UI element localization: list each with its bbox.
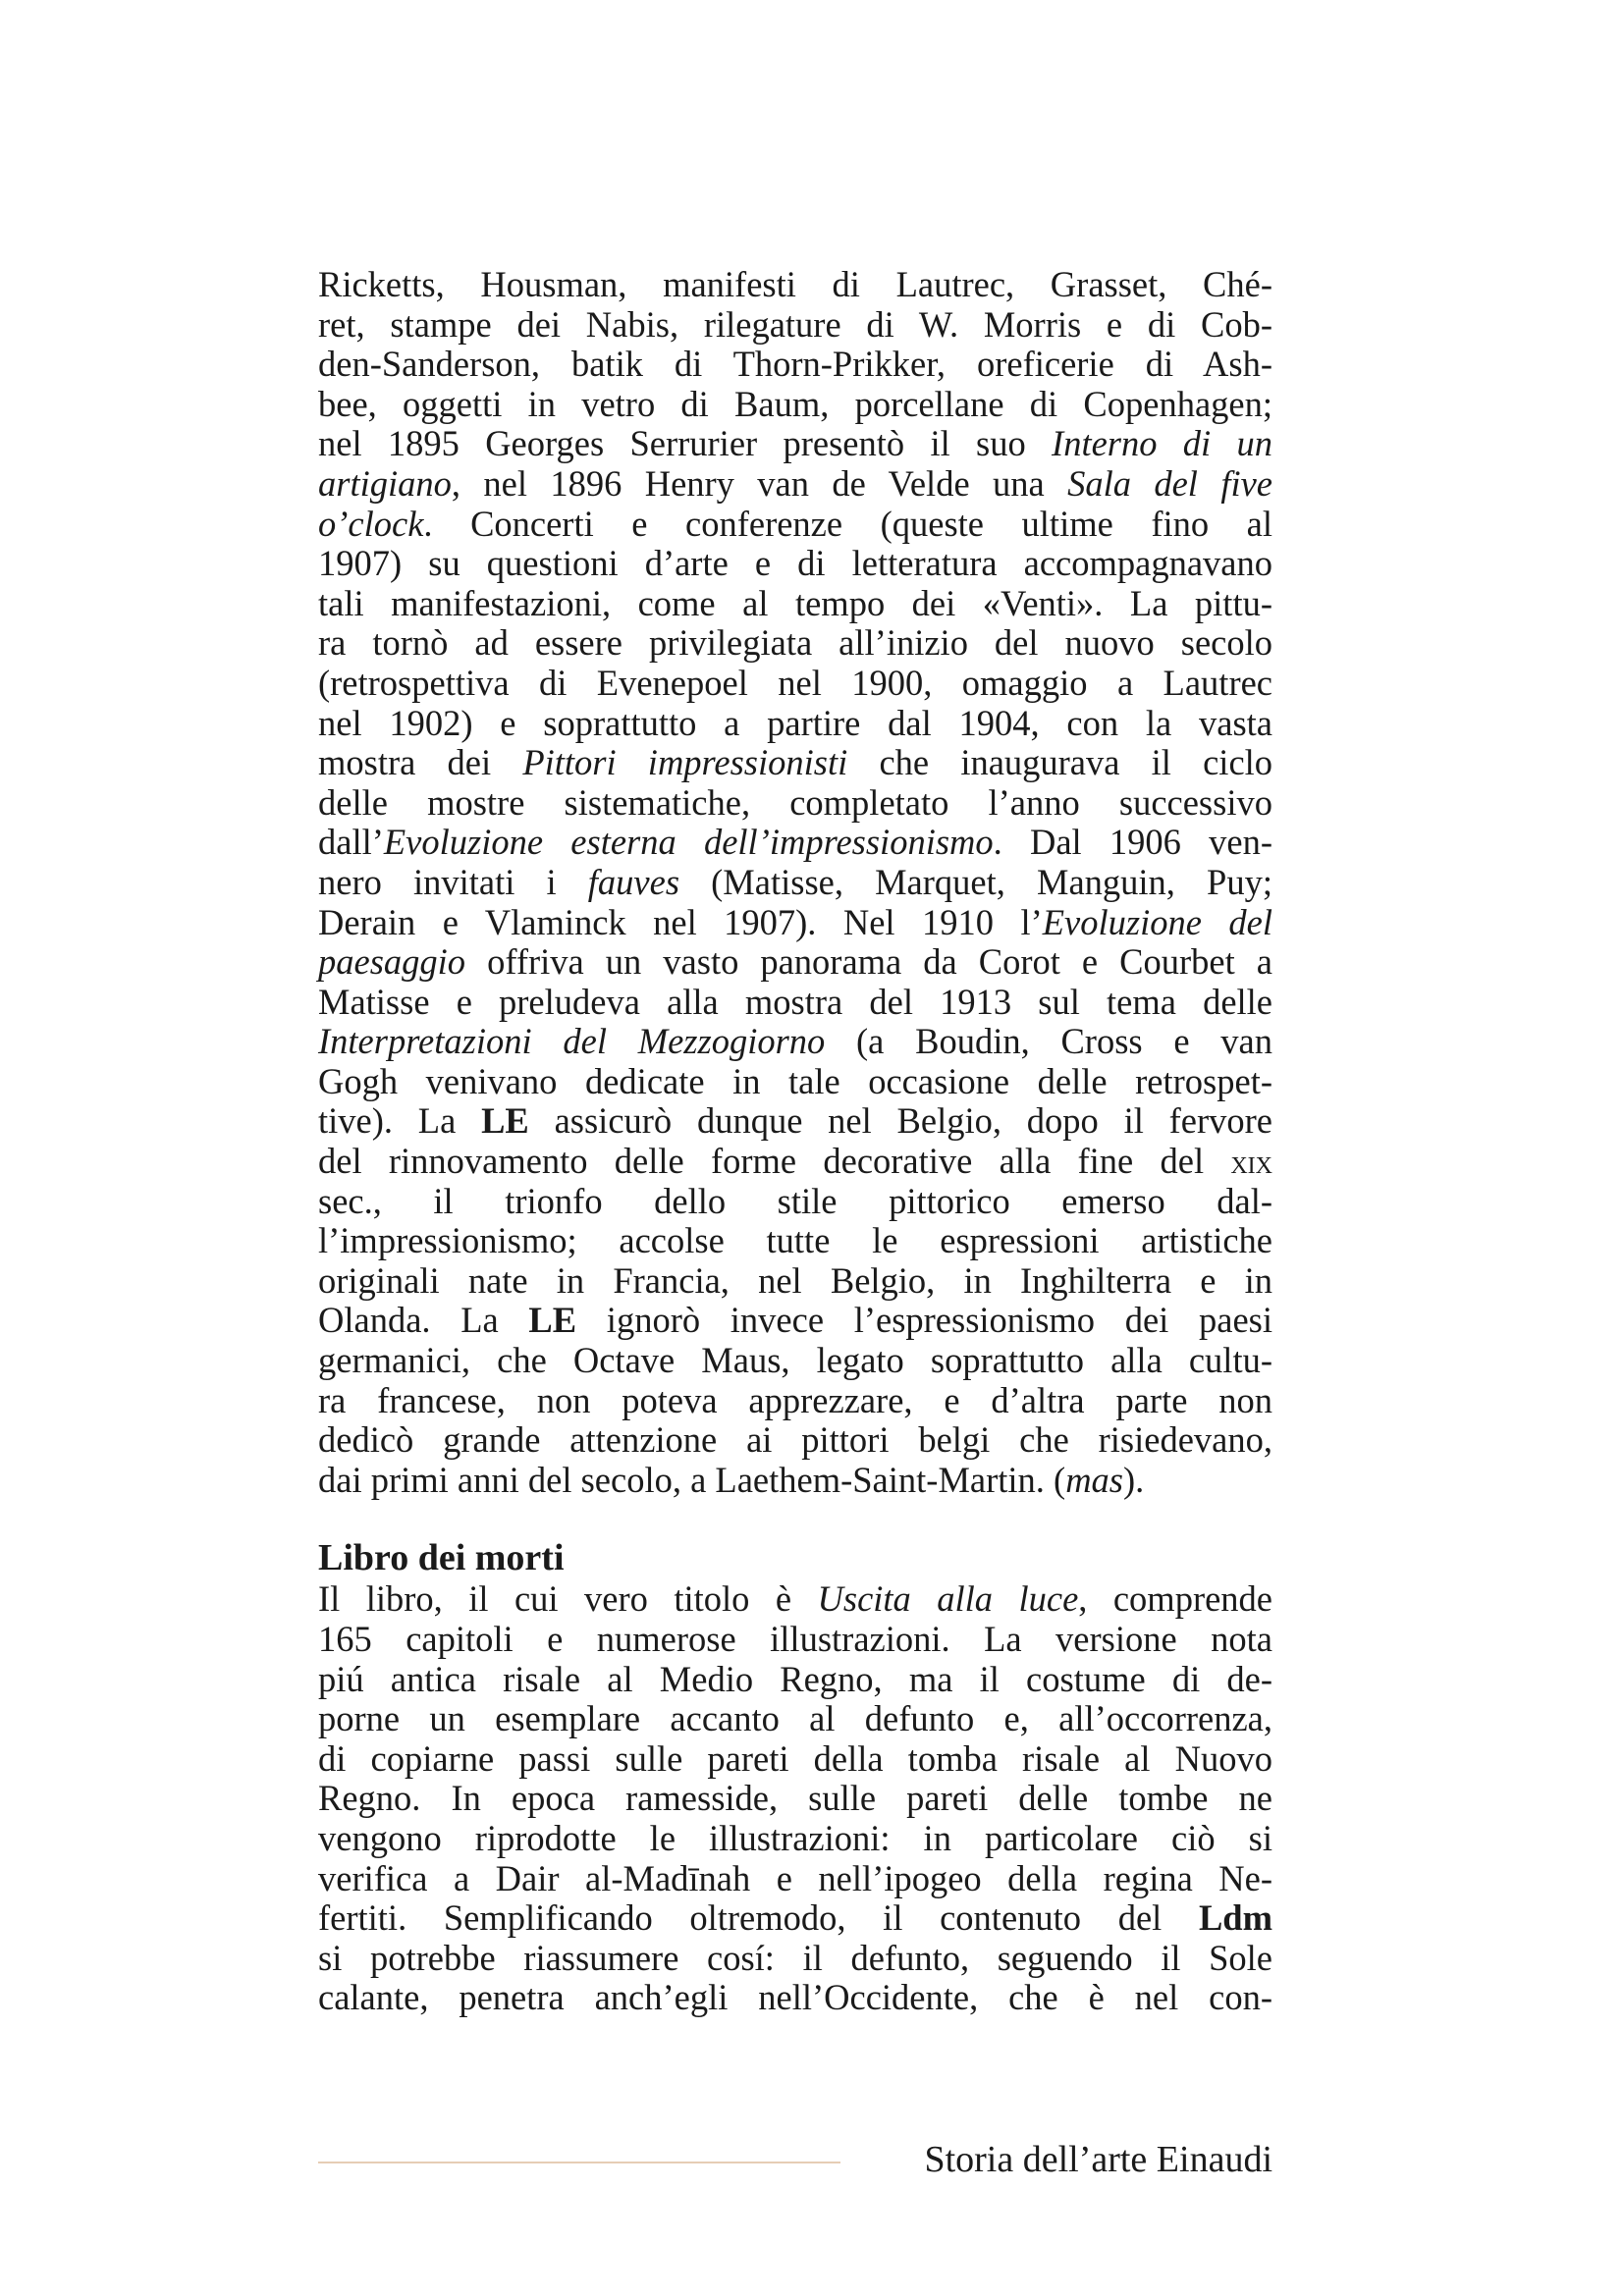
body-line: nel 1902) e soprattutto a partire dal 1904, con la vasta (318, 702, 1272, 743)
body-line: ra francese, non poteva apprezzare, e d’altra parte non (318, 1379, 1272, 1420)
italic-title: artigiano (318, 462, 452, 504)
body-line: tali manifestazioni, come al tempo dei «Venti». La pittu- (318, 582, 1272, 623)
text-column (318, 265, 1272, 2018)
entry-line: verifica a Dair al-Madīnah e nell’ipogeo della regina Ne- (318, 1857, 1272, 1898)
italic-title: paesaggio (318, 941, 466, 983)
body-line: Olanda. La LE ignorò invece l’espressionismo dei paesi (318, 1300, 1273, 1341)
body-line: tive). La LE assicurò dunque nel Belgio, dopo il fervore (318, 1100, 1272, 1142)
body-line: delle mostre sistematiche, completato l’anno successivo (318, 781, 1272, 823)
entry-line: porne un esemplare accanto al defunto e, all’occorrenza, (318, 1698, 1272, 1739)
italic-title: Interpretazioni del Mezzogiorno (318, 1021, 826, 1062)
body-line: den-Sanderson, batik di Thorn-Prikker, oreficerie di Ash- (318, 344, 1272, 385)
entry-line: di copiarne passi sulle pareti della tomba risale al Nuovo (318, 1737, 1272, 1779)
body-line: o’clock. Concerti e conferenze (queste ultime fino al (318, 503, 1272, 544)
entry-line: 165 capitoli e numerose illustrazioni. La versione nota (318, 1619, 1272, 1659)
body-line: nero invitati i fauves (Matisse, Marquet, Manguin, Puy; (318, 861, 1272, 902)
body-line: Derain e Vlaminck nel 1907). Nel 1910 l’Evoluzione del (318, 901, 1272, 942)
body-line: dall’Evoluzione esterna dell’impressionismo. Dal 1906 ven- (318, 822, 1272, 863)
italic-title: Evoluzione del (1042, 901, 1272, 942)
footer-title: Storia dell’arte Einaudi (924, 2139, 1272, 2180)
body-line: dedicò grande attenzione ai pittori belgi che risiedevano, (318, 1419, 1272, 1461)
body-line: l’impressionismo; accolse tutte le espressioni artistiche (318, 1220, 1272, 1261)
body-line: nel 1895 Georges Serrurier presentò il suo Interno di un (318, 423, 1272, 464)
body-line: Matisse e preludeva alla mostra del 1913 sul tema delle (318, 981, 1272, 1022)
italic-title: Pittori impressionisti (522, 742, 848, 783)
entry-heading: Libro dei morti (318, 1537, 565, 1579)
body-line: dai primi anni del secolo, a Laethem-Saint-Martin. (mas). (318, 1459, 1145, 1500)
body-line: germanici, che Octave Maus, legato soprattutto alla cultu- (318, 1340, 1272, 1381)
body-line: artigiano, nel 1896 Henry van de Velde una Sala del five (318, 462, 1272, 504)
entry-line: piú antica risale al Medio Regno, ma il costume di de- (318, 1658, 1272, 1699)
body-line: Interpretazioni del Mezzogiorno (a Boudin, Cross e van (318, 1021, 1272, 1062)
body-line: (retrospettiva di Evenepoel nel 1900, omaggio a Lautrec (318, 662, 1272, 703)
footer-rule (318, 2162, 840, 2163)
entry-line: vengono riprodotte le illustrazioni: in particolare ciò si (318, 1817, 1272, 1858)
body-line: ra tornò ad essere privilegiata all’inizio del nuovo secolo (318, 622, 1272, 664)
body-line: paesaggio offriva un vasto panorama da Corot e Courbet a (318, 941, 1272, 983)
entry-line: calante, penetra anch’egli nell’Occidente, che è nel con- (318, 1977, 1272, 2018)
entry-line: Il libro, il cui vero titolo è Uscita alla luce, comprende (318, 1578, 1273, 1620)
small-caps-numeral: xix (1230, 1145, 1272, 1182)
body-line: del rinnovamento delle forme decorative alla fine del xix (318, 1141, 1272, 1182)
body-line: mostra dei Pittori impressionisti che inaugurava il ciclo (318, 742, 1273, 783)
entry-line: fertiti. Semplificando oltremodo, il contenuto del Ldm (318, 1897, 1272, 1939)
body-line: 1907) su questioni d’arte e di letteratura accompagnavano (318, 543, 1272, 584)
italic-title: Sala del five (1067, 462, 1272, 504)
body-line: ret, stampe dei Nabis, rilegature di W. Morris e di Cob- (318, 303, 1272, 345)
italic-term: fauves (587, 861, 680, 902)
entry-line: Regno. In epoca ramesside, sulle pareti delle tombe ne (318, 1778, 1272, 1819)
italic-title: Interno di un (1052, 423, 1272, 464)
body-line: Gogh venivano dedicate in tale occasione delle retrospet- (318, 1060, 1272, 1101)
italic-title: Evoluzione esterna dell’impressionismo (383, 822, 994, 863)
body-line: Ricketts, Housman, manifesti di Lautrec, Grasset, Ché- (318, 264, 1272, 304)
author-initials: mas (1065, 1459, 1124, 1500)
body-line: originali nate in Francia, nel Belgio, in Inghilterra e in (318, 1259, 1272, 1301)
entry-line: si potrebbe riassumere cosí: il defunto, seguendo il Sole (318, 1937, 1272, 1978)
bold-abbrev: Ldm (1198, 1897, 1272, 1939)
italic-title: o’clock (318, 503, 424, 544)
body-line: sec., il trionfo dello stile pittorico emerso dal- (318, 1180, 1272, 1221)
bold-abbrev: LE (528, 1300, 577, 1341)
italic-title: Uscita alla luce (817, 1578, 1079, 1620)
body-line: bee, oggetti in vetro di Baum, porcellane di Copenhagen; (318, 383, 1272, 424)
bold-abbrev: LE (481, 1100, 529, 1142)
